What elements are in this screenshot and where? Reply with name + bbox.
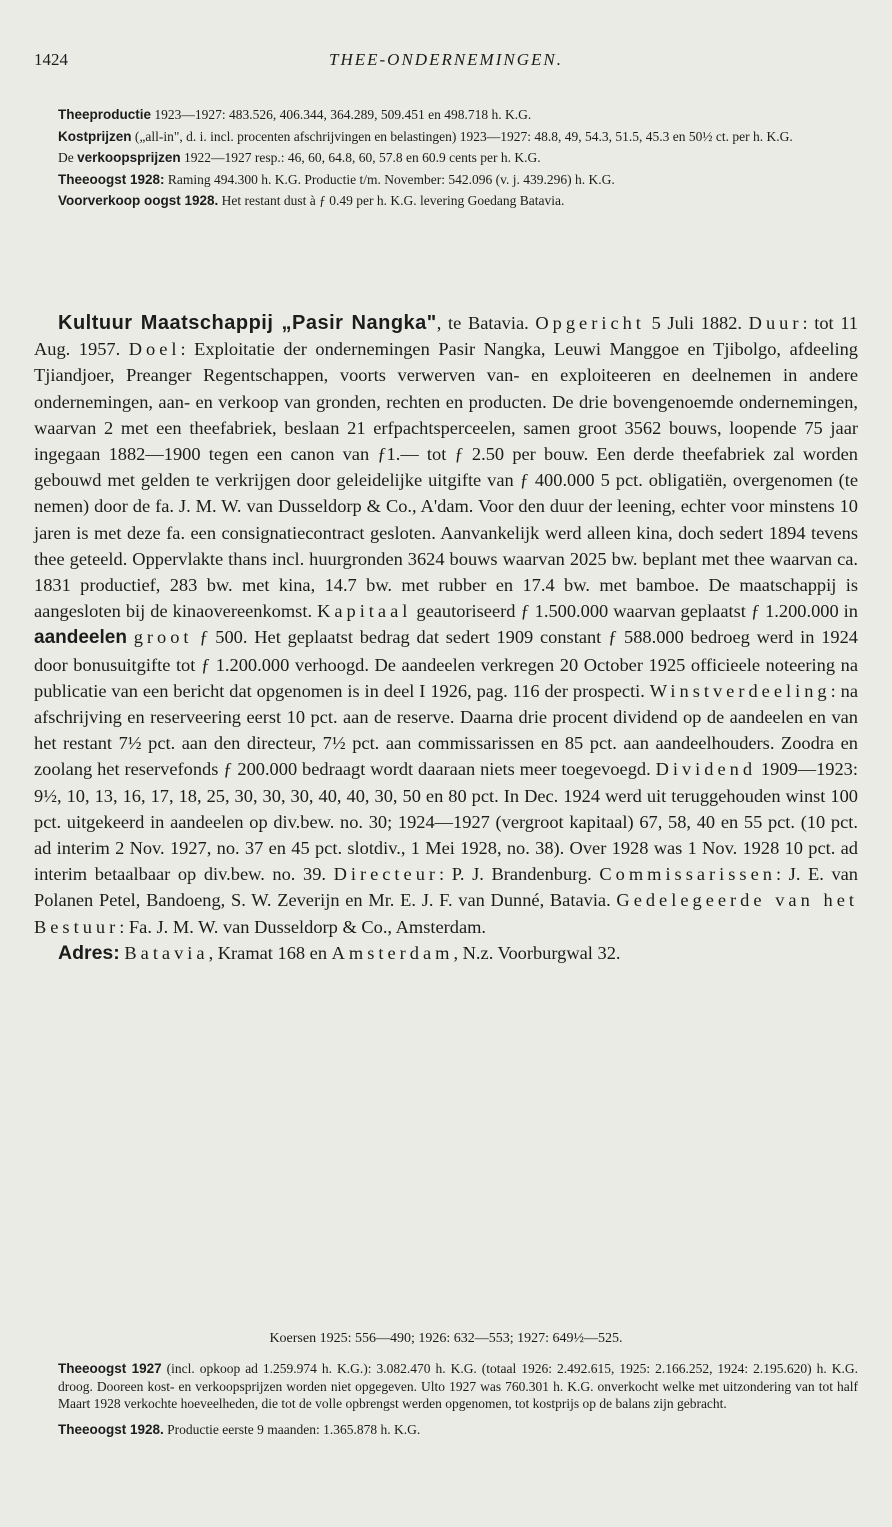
- label-batavia: Batavia: [124, 942, 209, 963]
- tea-production-section: [34, 106, 858, 214]
- paragraph-theeproductie: [34, 106, 858, 124]
- text-commissarissen: : J. E. van Polanen Petel, Bandoeng, S. W. Zeverijn en Mr. E. J. F. van Dunné, Batavia.: [34, 864, 859, 911]
- text-doel: : Exploitatie der ondernemingen Pasir Nangka, Leuwi Manggoe en Tjibolgo, afdeeling Tjiandjoer, Preanger Regentschappen, voorts verwerven van- en exploiteeren en deelnemen in andere ondernemingen, aan- en verkoop van gronden, rechten en producten. De drie bovengenoemde ondernemingen, waarvan 2 met een theefabriek, beslaan 21 erfpachtsperceelen, samen groot 3562 bouws, loopende 75 jaar ingegaan 1882—1900 tegen een canon van ƒ1.— tot ƒ 2.50 per bouw. Een derde theefabriek zal worden gebouwd met gelden te verkrijgen door geleidelijke uitgifte van ƒ 400.000 5 pct. obligatiën, overgenomen (te nemen) door de fa. J. M. W. van Dusseldorp & Co., A'dam. Voor den duur der leening, echter voor minstens 10 jaren is met deze fa. een consignatiecontract gesloten. Aanvankelijk werd alleen kina, doch sedert 1894 tevens thee geteeld. Oppervlakte thans incl. huurgronden 3624 bouws waarvan 2025 bw. beplant met thee waarvan ca. 1831 productief, 283 bw. met kina, 14.7 bw. met rubber en 17.4 bw. met bamboe. De maatschappij is aangesloten bij de kinaovereenkomst.: [34, 339, 858, 622]
- label-theeoogst-1927: Theeoogst 1927: [58, 1361, 162, 1376]
- paragraph-theeoogst-1928-b: [34, 1421, 858, 1439]
- company-paragraph: [34, 310, 858, 940]
- text-location: , te Batavia.: [436, 313, 536, 333]
- text-dividend: 1909—1923: 9½, 10, 13, 16, 17, 18, 25, 30, 30, 30, 40, 40, 30, 50 en 80 pct. In Dec. 1924 werd uit teruggehouden winst 100 pct. uitgekeerd in aandeelen op div.bew. no. 30; 1924—1927 (vergroot kapitaal) 67, 58, 40 en 55 pct. (10 pct. ad interim 2 Nov. 1927, no. 37 en 45 pct. slotdiv., 1 Mei 1928, no. 38). Over 1928 was 1 Nov. 1928 10 pct. ad interim betaalbaar op div.bew. no. 39.: [34, 759, 858, 885]
- label-theeoogst-1928: Theeoogst 1928:: [58, 171, 165, 187]
- text-voorburgwal: , N.z. Voorburgwal 32.: [453, 942, 621, 963]
- paragraph-kostprijzen: [34, 128, 858, 146]
- label-opgericht: Opgericht: [535, 313, 645, 333]
- label-winstverdeeling: Winstverdeeling: [649, 680, 831, 701]
- text-theeoogst-1927: (incl. opkoop ad 1.259.974 h. K.G.): 3.082.470 h. K.G. (totaal 1926: 2.492.615, 1925: 2.166.252, 1924: 2.195.620) h. K.G. droog. Dooreen kost- en verkoopsprijzen worden niet opgegeven. Ulto 1927 was 760.301 h. K.G. onverkocht welke met uitzondering van tot half Maart 1928 verkochte hoeveelheden, die tot de volle opbrengst werden opgenomen, tot kostprijs op de balans zijn gebracht.: [58, 1361, 858, 1412]
- label-theeproductie: Theeproductie: [58, 107, 152, 122]
- text-space: [127, 627, 134, 647]
- text-duur: : tot 11 Aug. 1957.: [34, 313, 858, 360]
- paragraph-voorverkoop: [34, 192, 858, 210]
- text-verkoopsprijzen: 1922—1927 resp.: 46, 60, 64.8, 60, 57.8 en 60.9 cents per h. K.G.: [180, 150, 541, 166]
- page-header: [34, 50, 858, 74]
- label-gedelegeerde: Gedelegeerde van het Bestuur: [34, 890, 858, 937]
- company-name: Kultuur Maatschappij „Pasir Nangka": [58, 312, 437, 334]
- text-theeoogst-1928-b: Productie eerste 9 maanden: 1.365.878 h. K.G.: [163, 1421, 421, 1437]
- label-theeoogst-1928-b: Theeoogst 1928.: [58, 1421, 164, 1437]
- text-kapitaal: geautoriseerd ƒ 1.500.000 waarvan geplaatst ƒ 1.200.000 in: [411, 601, 858, 622]
- label-adres: Adres:: [58, 941, 120, 964]
- text-opgericht: 5 Juli 1882.: [644, 313, 749, 333]
- paragraph-verkoopsprijzen: [34, 149, 858, 167]
- label-voorverkoop: Voorverkoop oogst 1928.: [58, 193, 219, 209]
- company-entry: [34, 310, 858, 966]
- text-theeoogst-1928: Raming 494.300 h. K.G. Productie t/m. November: 542.096 (v. j. 439.296) h. K.G.: [164, 171, 615, 187]
- label-kapitaal: Kapitaal: [317, 601, 412, 622]
- text-winstverdeeling: : na afschrijving en reserveering eerst 10 pct. aan de reserve. Daarna drie procent dividend op de aandeelen en van het restant 7½ pct. aan den directeur, 7½ pct. aan commissarissen en 85 pct. aan aandeelhouders. Zoodra en zoolang het reservefonds ƒ 200.000 bedraagt wordt daaraan niets meer toegevoegd.: [34, 680, 858, 780]
- text-directeur: : P. J. Brandenburg.: [439, 864, 600, 885]
- label-groot: groot: [133, 627, 193, 648]
- koersen-line: Koersen 1925: 556—490; 1926: 632—553; 1927: 649½—525.: [269, 1331, 623, 1346]
- harvest-section: [34, 1360, 858, 1442]
- page-number: 1424: [34, 50, 68, 69]
- text-verkoop-pre: De: [58, 150, 78, 166]
- label-kostprijzen: Kostprijzen: [58, 128, 132, 144]
- paragraph-theeoogst-1927: [34, 1360, 858, 1413]
- label-commissarissen: Commissarissen: [599, 864, 776, 885]
- text-theeproductie: 1923—1927: 483.526, 406.344, 364.289, 509.451 en 498.718 h. K.G.: [151, 107, 532, 122]
- text-voorverkoop: Het restant dust à ƒ 0.49 per h. K.G. levering Goedang Batavia.: [218, 193, 565, 209]
- label-directeur: Directeur: [333, 864, 440, 885]
- running-title: THEE-ONDERNEMINGEN.: [329, 50, 563, 69]
- label-amsterdam: Amsterdam: [331, 942, 454, 963]
- label-duur: Duur: [748, 313, 803, 333]
- paragraph-theeoogst-1928: [34, 171, 858, 189]
- text-groot: ƒ 500. Het geplaatst bedrag dat sedert 1909 constant ƒ 588.000 bedroeg werd in 1924 door bonusuitgifte tot ƒ 1.200.000 verhoogd. De aandeelen verkregen 20 October 1925 officieele noteering na publicatie van een bericht dat opgenomen is in deel I 1926, pag. 116 der prospecti.: [34, 627, 858, 701]
- label-doel: Doel: [128, 339, 181, 360]
- address-paragraph: [34, 940, 858, 966]
- text-kostprijzen: („all-in", d. i. incl. procenten afschrijvingen en belastingen) 1923—1927: 48.8, 49, 54.3, 51.5, 45.3 en 50½ ct. per h. K.G.: [131, 128, 793, 144]
- text-kramat: , Kramat 168 en: [208, 942, 332, 963]
- text-gedelegeerde: : Fa. J. M. W. van Dusseldorp & Co., Amsterdam.: [119, 916, 487, 937]
- label-aandeelen: aandeelen: [34, 627, 127, 649]
- label-dividend: Dividend: [655, 759, 757, 780]
- label-verkoopsprijzen: verkoopsprijzen: [77, 150, 181, 166]
